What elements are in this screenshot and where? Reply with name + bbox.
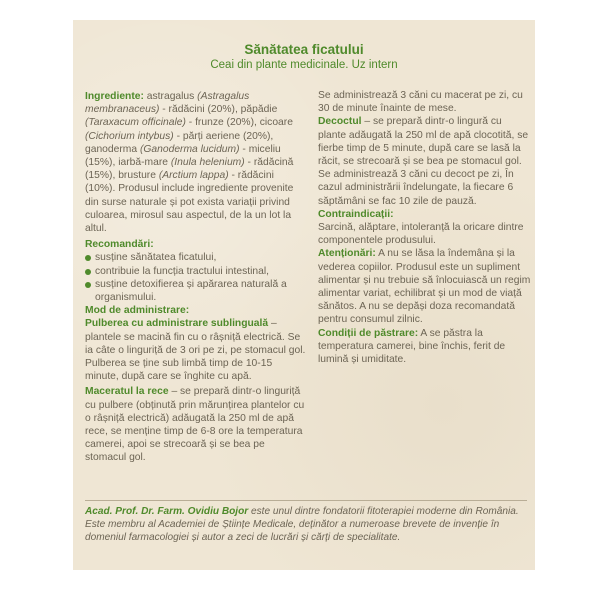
- author-note: [85, 505, 525, 544]
- latin-name: (Ganoderma lucidum): [139, 143, 240, 155]
- latin-name: (Inula helenium): [170, 157, 245, 169]
- powder-text: – plantele se macină fin cu o râșniță electrică. Se ia câte o linguriță de 3 ori pe zi, pe stomacul gol. Pulberea se ține sub limbă timp de 10-15 minute, după care se înghite cu apă.: [85, 318, 306, 383]
- list-item-text: susține sănătatea ficatului,: [95, 252, 217, 264]
- storage-paragraph: [318, 327, 531, 367]
- latin-name: (Taraxacum officinale): [85, 117, 186, 129]
- ingredients-text: astragalus: [143, 91, 198, 102]
- ingredients-text: - rădăcini (20%), păpădie: [159, 104, 278, 116]
- bullet-icon: [85, 282, 91, 288]
- decoction-text: – se prepară dintr-o lingură cu plante adăugată la 250 ml de apă clocotită, se fierbe timp de 5 minute, după care se lasă la răcit, se strecoară și se bea pe stomacul gol.: [318, 116, 529, 168]
- left-column: [85, 90, 307, 465]
- recommendations-list: [85, 251, 307, 304]
- warnings-text: A nu se lăsa la îndemâna și la vederea copiilor. Produsul este un supliment alimentar și nu trebuie să înlocuiască un regim alimentar variat, echilibrat și un mod de viață sănătos. A nu se depăși doza recomandată pentru consumul zilnic.: [318, 248, 531, 326]
- contraindications-heading: Contraindicații:: [318, 208, 394, 220]
- storage-heading: Condiții de păstrare:: [318, 327, 419, 339]
- section-divider: [85, 500, 527, 501]
- ingredients-text: - rădăcină (15%), brusture: [85, 157, 294, 182]
- list-item-text: susține detoxifierea și apărarea naturală a organismului.: [95, 278, 287, 304]
- contraindications-text: Sarcină, alăptare, intoleranță la oricare dintre componentele produsului.: [318, 222, 524, 247]
- latin-name: (Arctium lappa): [158, 170, 229, 182]
- administration-heading: Mod de administrare:: [85, 305, 190, 317]
- bullet-icon: [85, 255, 91, 261]
- list-item: [85, 278, 307, 304]
- list-item-text: contribuie la funcția tractului intestinal,: [95, 265, 269, 277]
- list-item: [85, 251, 307, 264]
- author-name: Acad. Prof. Dr. Farm. Ovidiu Bojor: [85, 506, 249, 517]
- ingredients-text: - rădăcini (10%). Produsul include ingrediente provenite din surse naturale și pot exista variații privind culoarea, mirosul sau aspectul, de la un lot la altul.: [85, 170, 294, 235]
- author-bio: este unul dintre fondatorii fitoterapiei moderne din România. Este membru al Academiei de Științe Medicale, deținător a numeroase brevete de invenție în domeniul farmacologiei și autor a zeci de lucrări și cărți de specialitate.: [85, 506, 519, 543]
- decoction-heading: Decoctul: [318, 116, 362, 128]
- ingredients-text: - părți aeriene (20%), ganoderma: [85, 130, 274, 155]
- macerate-dosage: Se administrează 3 căni cu macerat pe zi, cu 30 de minute înainte de mese.: [318, 90, 523, 115]
- macerate-text: – se prepară dintr-o linguriță cu pulbere (obținută prin mărunțirea plantelor cu o râșniță electrică) adăugată la 250 ml de apă rece, se menține timp de 6-8 ore la temperatura camerei, apoi se strecoară și se bea pe stomacul gol.: [85, 386, 305, 464]
- storage-text: A se păstra la temperatura camerei, bine închis, ferit de lumină și umiditate.: [318, 327, 506, 366]
- right-column: [318, 89, 531, 366]
- powder-paragraph: [85, 317, 307, 383]
- warnings-paragraph: [318, 247, 531, 326]
- decoction-dosage: Se administrează 3 căni cu decoct pe zi, În cazul administrării îndelungate, la fiecare 6 săptămâni se fac 10 zile de pauză.: [318, 169, 514, 207]
- list-item: [85, 265, 307, 278]
- label-panel: [73, 20, 535, 570]
- ingredients-text: - miceliu (15%), iarbă-mare: [85, 143, 281, 169]
- ingredients-paragraph: [85, 90, 307, 235]
- bullet-icon: [85, 269, 91, 275]
- decoction-paragraph: [318, 115, 531, 168]
- product-subtitle: Ceai din plante medicinale. Uz intern: [210, 59, 398, 71]
- macerate-heading: Maceratul la rece: [85, 386, 169, 398]
- ingredients-text: - frunze (20%), cicoare: [185, 117, 293, 129]
- warnings-heading: Atenționări:: [318, 248, 376, 260]
- product-title: Sănătatea ficatului: [244, 42, 364, 57]
- recommendations-heading: Recomandări:: [85, 239, 154, 251]
- powder-heading: Pulberea cu administrare sublinguală: [85, 318, 269, 330]
- latin-name: (Cichorium intybus): [85, 130, 174, 142]
- latin-name: (Astragalus membranaceus): [85, 91, 250, 116]
- macerate-paragraph: [85, 385, 307, 464]
- ingredients-heading: Ingrediente:: [85, 91, 144, 102]
